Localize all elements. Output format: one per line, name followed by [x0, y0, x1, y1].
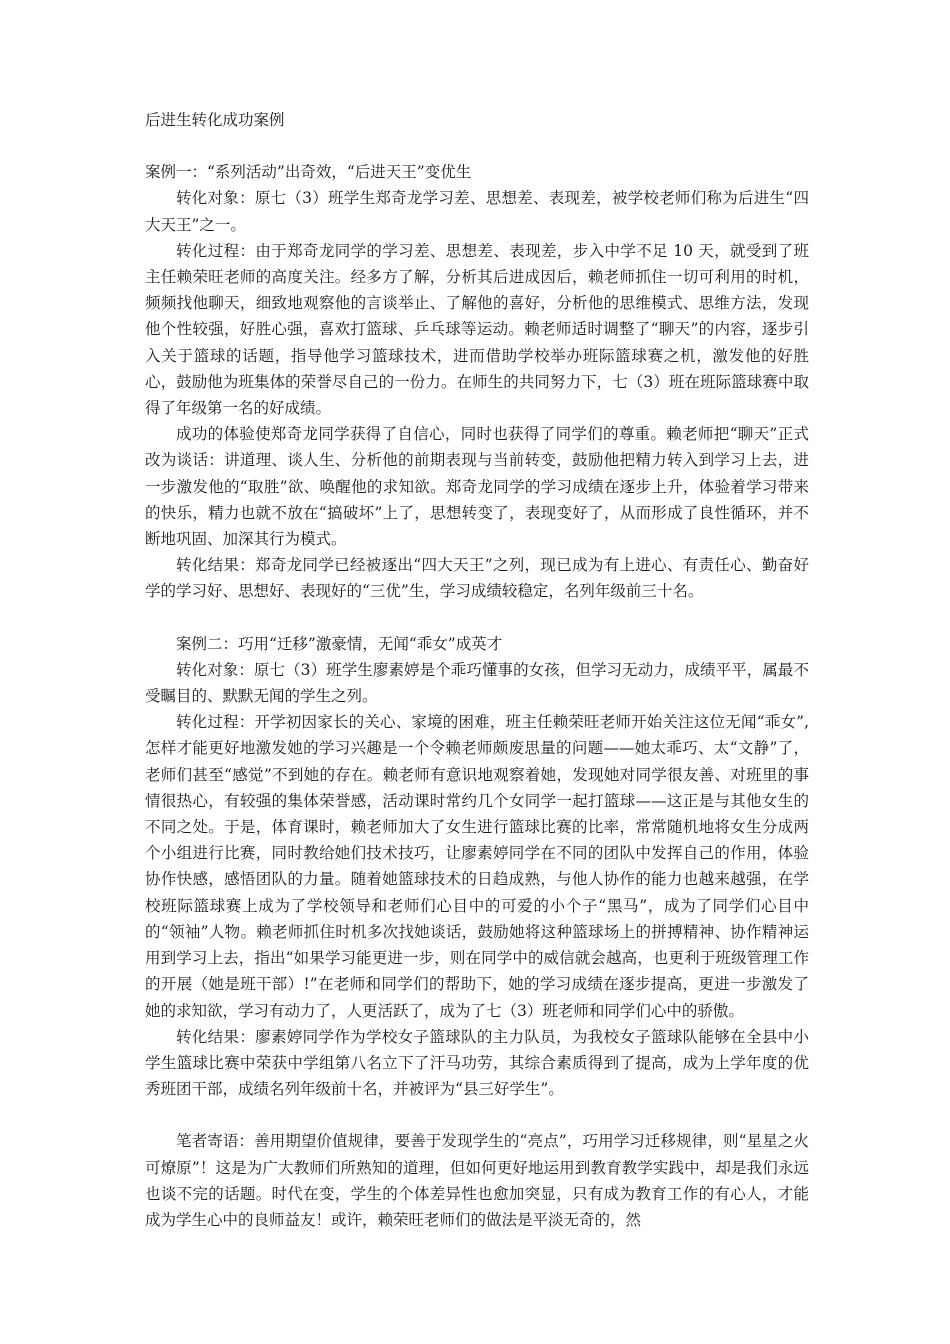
case2-result-paragraph: 转化结果：廖素婷同学作为学校女子篮球队的主力队员，为我校女子篮球队能够在全县中小学生篮球比赛中荣获中学组第八名立下了汗马功劳，其综合素质得到了提高，成为上学年度的优秀班团干部，成绩名列年级前十名，并被评为“县三好学生”。	[145, 1027, 809, 1099]
section-spacer	[145, 605, 809, 631]
document-title: 后进生转化成功案例	[145, 111, 285, 129]
case1-target-paragraph: 转化对象：原七（3）班学生郑奇龙学习差、思想差、表现差，被学校老师们称为后进生“四大天王”之一。	[145, 189, 809, 234]
case2-target-paragraph: 转化对象：原七（3）班学生廖素婷是个乖巧懂事的女孩，但学习无动力，成绩平平，属最不受瞩目的、默默无闻的学生之列。	[145, 660, 809, 706]
case1-result-paragraph: 转化结果：郑奇龙同学已经被逐出“四大天王”之列，现已成为有上进心、有责任心、勤奋好学的学习好、思想好、表现好的“三优”生，学习成绩较稳定，名列年级前三十名。	[145, 556, 809, 601]
case1-success-paragraph: 成功的体验使郑奇龙同学获得了自信心，同时也获得了同学们的尊重。赖老师把“聊天”正式改为谈话：讲道理、谈人生、分析他的前期表现与当前转变，鼓励他把精力转入到学习上去，进一步激发他的“取胜”欲、唤醒他的求知欲。郑奇龙同学的学习成绩在逐步上升，体验着学习带来的快乐，精力也就不放在“搞破坏”上了，思想转变了，表现变好了，从而形成了良性循环，并不断地巩固、加深其行为模式。	[145, 425, 809, 549]
case1-heading: 案例一：“系列活动”出奇效，“后进天王”变优生	[145, 163, 472, 182]
afterword-paragraph: 笔者寄语：善用期望价值规律，要善于发现学生的“亮点”，巧用学习迁移规律，则“星星之火可燎原”！这是为广大教师们所熟知的道理，但如何更好地运用到教育教学实践中，却是我们永远也谈不完的话题。时代在变，学生的个体差异性也愈加突显，只有成为教育工作的有心人，才能成为学生心中的良师益友！或许，赖荣旺老师们的做法是平淡无奇的，然	[145, 1132, 809, 1229]
document-page	[145, 107, 809, 1233]
section-spacer	[145, 1102, 809, 1128]
case2-process-paragraph: 转化过程：开学初因家长的关心、家境的困难，班主任赖荣旺老师开始关注这位无闻“乖女”,怎样才能更好地激发她的学习兴趣是一个令赖老师颇废思量的问题——她太乖巧、太“文静”了，老师们甚至“感觉”不到她的存在。赖老师有意识地观察着她，发现她对同学很友善、对班里的事情很热心，有较强的集体荣誉感，活动课时常约几个女同学一起打篮球——这正是与其他女生的不同之处。于是，体育课时，赖老师加大了女生进行篮球比赛的比率，常常随机地将女生分成两个小组进行比赛，同时教给她们技术技巧，让廖素婷同学在不同的团队中发挥自己的作用，体验协作快感，感悟团队的力量。随着她篮球技术的日趋成熟，与他人协作的能力也越来越强，在学校班际篮球赛上成为了学校领导和老师们心目中的可爱的小个子“黑马”，成为了同学们心目中的“领袖”人物。赖老师抓住时机多次找她谈话，鼓励她将这种篮球场上的拼搏精神、协作精神运用到学习上去，指出“如果学习能更进一步，则在同学中的威信就会越高，也更利于班级管理工作的开展（她是班干部）!”在老师和同学们的帮助下，她的学习成绩在逐步提高，更进一步激发了她的求知欲，学习有动力了，人更活跃了，成为了七（3）班老师和同学们心中的骄傲。	[145, 713, 809, 1020]
case2-heading: 案例二：巧用“迁移”激豪情，无闻“乖女”成英才	[176, 634, 503, 653]
case1-process-paragraph: 转化过程：由于郑奇龙同学的学习差、思想差、表现差，步入中学不足 10 天，就受到了班主任赖荣旺老师的高度关注。经多方了解，分析其后进成因后，赖老师抓住一切可利用的时机，频频找他聊天，细致地观察他的言谈举止、了解他的喜好，分析他的思维模式、思维方法，发现他个性较强，好胜心强，喜欢打篮球、乒乓球等运动。赖老师适时调整了“聊天”的内容，逐步引入关于篮球的话题，指导他学习篮球技术，进而借助学校举办班际篮球赛之机，激发他的好胜心，鼓励他为班集体的荣誉尽自己的一份力。在师生的共同努力下，七（3）班在班际篮球赛中取得了年级第一名的好成绩。	[145, 241, 809, 418]
